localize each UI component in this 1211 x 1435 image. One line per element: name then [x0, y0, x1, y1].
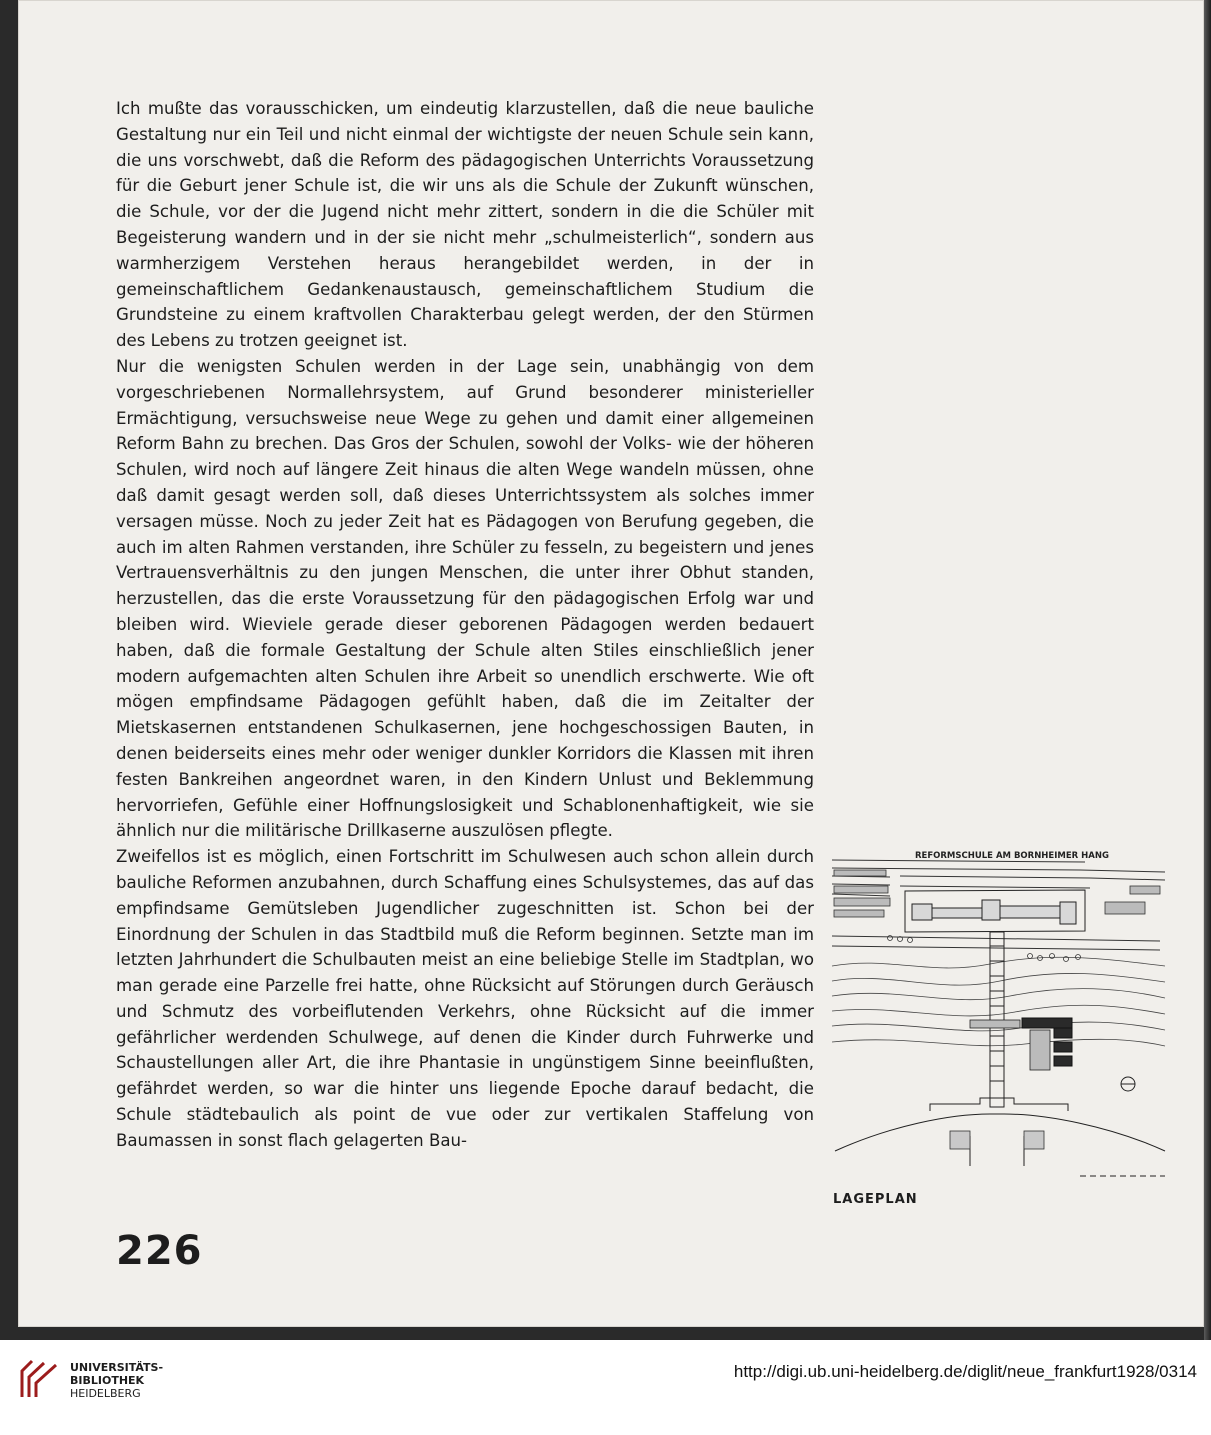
plan-caption: LAGEPLAN — [833, 1192, 918, 1207]
source-url-link[interactable]: http://digi.ub.uni-heidelberg.de/diglit/neue_frankfurt1928/0314 — [733, 1362, 1197, 1381]
book-edge — [1204, 0, 1211, 1340]
plan-title: REFORMSCHULE AM BORNHEIMER HANG — [915, 851, 1109, 861]
paragraph-3: Zweifellos ist es möglich, einen Fortschritt im Schulwesen auch schon allein durch bauliche Reformen anzubahnen, durch Schaffung eines Schulsystemes, das auf das empfindsame Gemütsleben Jugendlicher zugeschnitten ist. Schon bei der Einordnung der Schulen in das Stadtbild muß die Reform beginnen. Setzte man im letzten Jahrhundert die Schulbauten meist an eine beliebige Stelle im Stadtplan, wo man gerade eine Parzelle frei hatte, ohne Rücksicht auf Störungen durch Geräusch und Schmutz des vorbeiflutenden Verkehrs, ohne Rücksicht auf die immer gefährlicher werdenden Schulwege, auf denen die Kinder durch Fuhrwerke und Schaustellungen aller Art, die ihre Phantasie in ungünstigem Sinne beeinflußten, gefährdet werden, so war die hinter uns liegende Epoche darauf bedacht, die Schule städtebaulich als point de vue oder zur vertikalen Staffelung von Baumassen in sonst flach gelagerten Bau- — [116, 847, 814, 1150]
page-number: 226 — [116, 1228, 203, 1274]
paragraph-1: Ich mußte das vorausschicken, um eindeutig klarzustellen, daß die neue bauliche Gestaltung nur ein Teil und nicht einmal der wichtigste der neuen Schule sein kann, die uns vorschwebt, daß die Reform des pädagogischen Unterrichts Voraussetzung für die Geburt jener Schule ist, die wir uns als die Schule der Zukunft wünschen, die Schule, vor der die Jugend nicht mehr zittert, sondern in die die Schüler mit Begeisterung wandern und in der sie nicht mehr „schulmeisterlich“, sondern aus warmherzigem Verstehen heraus herangebildet werden, in der in gemeinschaftlichem Gedankenaustausch, gemeinschaftlichem Studium die Grundsteine zu einem kraftvollen Charakterbau gelegt werden, der den Stürmen des Lebens zu trotzen geeignet ist. — [116, 99, 814, 351]
body-text — [116, 96, 814, 1154]
paragraph-2: Nur die wenigsten Schulen werden in der Lage sein, unabhängig von dem vorgeschriebenen Normallehrsystem, auf Grund besonderer ministerieller Ermächtigung, versuchsweise neue Wege zu gehen und damit einer allgemeinen Reform Bahn zu brechen. Das Gros der Schulen, sowohl der Volks- wie der höheren Schulen, wird noch auf längere Zeit hinaus die alten Wege wandeln müssen, ohne daß damit gesagt werden soll, daß dieses Unterrichtssystem als solches immer versagen müsse. Noch zu jeder Zeit hat es Pädagogen von Berufung gegeben, die auch im alten Rahmen verstanden, ihre Schüler zu fesseln, zu begeistern und jenes Vertrauensverhältnis zu den jungen Menschen, die unter ihrer Obhut standen, herzustellen, das die erste Voraussetzung für den pädagogischen Erfolg war und bleiben wird. Wieviele gerade dieser geborenen Pädagogen werden bedauert haben, daß die formale Gestaltung der Schule alten Stiles einschließlich jener modern aufgemachten alten Schulen ihre Arbeit so unendlich erschwerte. Wie oft mögen empfindsame Pädagogen gefühlt haben, daß die im Zeitalter der Mietskasernen entstandenen Schulkasernen, jene hochgeschossigen Bauten, in denen beiderseits eines mehr oder weniger dunkler Korridors die Klassen mit ihren festen Bankreihen angeordnet waren, in den Kindern Unlust und Beklemmung hervorriefen, Gefühle einer Hoffnungslosigkeit und Schablonenhaftigkeit, wie sie ähnlich nur die militärische Drillkaserne auszulösen pflegte. — [116, 356, 814, 841]
library-name-line1: UNIVERSITÄTS- — [70, 1361, 164, 1374]
library-logo-icon — [18, 1357, 62, 1401]
site-plan-figure — [830, 846, 1170, 1184]
library-name — [70, 1361, 163, 1400]
library-name-line2: BIBLIOTHEK — [70, 1374, 145, 1387]
library-name-line3: HEIDELBERG — [70, 1387, 141, 1400]
footer — [0, 1340, 1211, 1435]
